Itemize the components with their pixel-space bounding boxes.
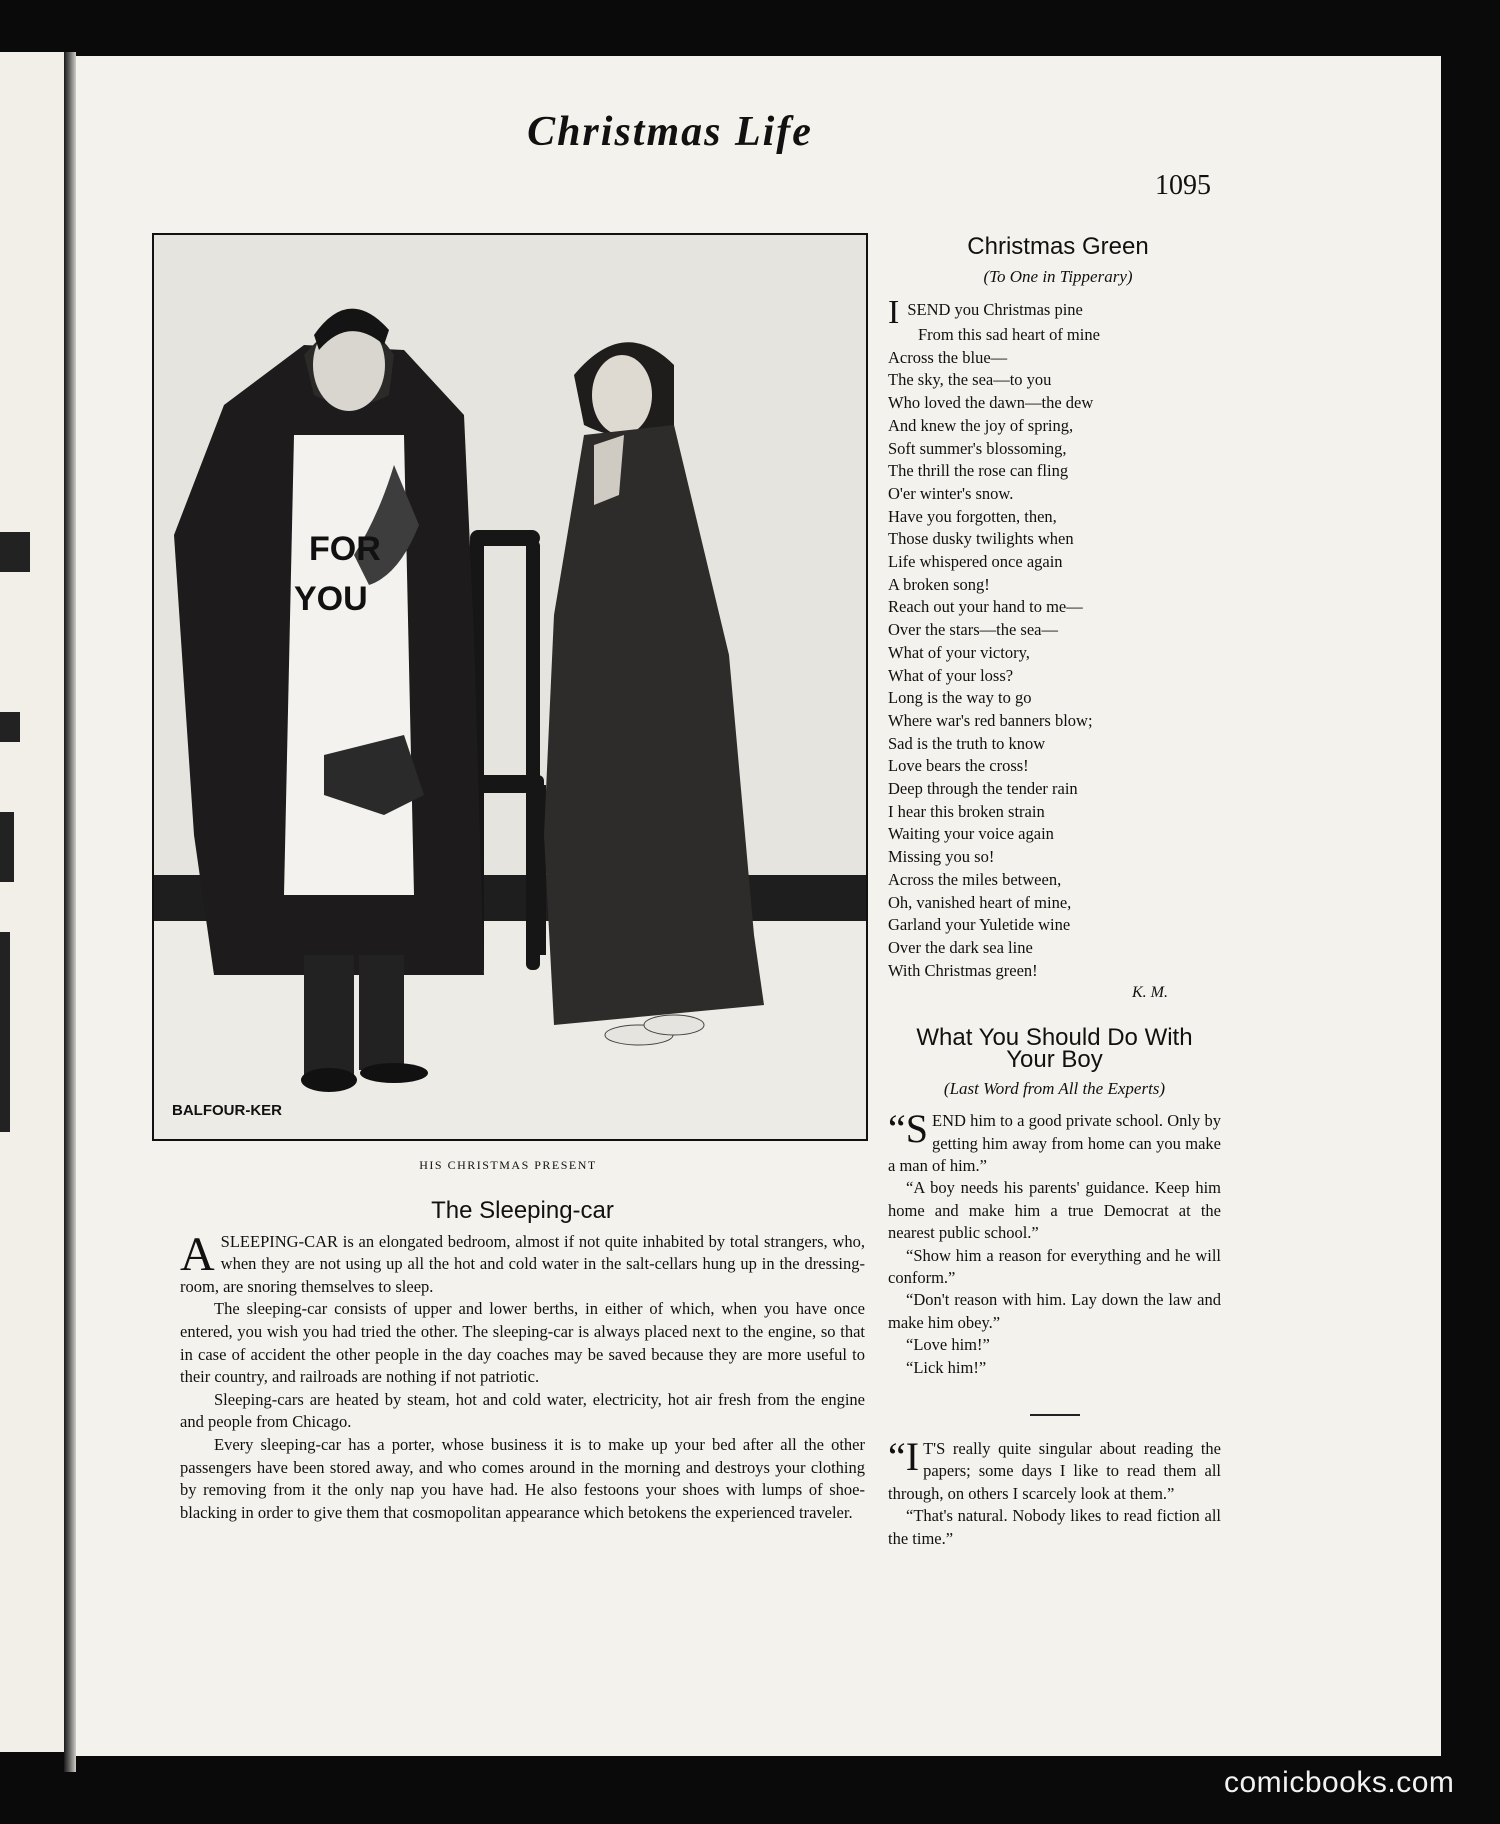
- poem-line: What of your victory,: [888, 642, 1030, 662]
- sleeping-first-text: SLEEPING-CAR is an elongated bedroom, almost if not quite inhabited by total strangers, who, when they are not using up all the hot and cold water in the salt-cellars hung up in the dressing-room, are snoring themselves to sleep.: [180, 1231, 865, 1296]
- illustration-drawing: [154, 235, 866, 1139]
- poem-title: Christmas Green: [967, 233, 1149, 260]
- poem-line: The sky, the sea—to you: [888, 370, 1052, 390]
- illustration-caption: HIS CHRISTMAS PRESENT: [419, 1158, 597, 1172]
- boy-article-paragraph: “Show him a reason for everything and he will conform.”: [888, 1245, 1221, 1288]
- papers-paragraph: [888, 1434, 1221, 1505]
- poem-line: Those dusky twilights when: [888, 529, 1074, 549]
- illustration-his-christmas-present: [152, 233, 868, 1141]
- poem-first-line-text: SEND you Christmas pine: [907, 300, 1083, 319]
- poem-signature: K. M.: [1132, 984, 1168, 1002]
- poem-line: Who loved the dawn—the dew: [888, 393, 1094, 413]
- boy-article-paragraph: [888, 1106, 1221, 1177]
- poem-line: From this sad heart of mine: [918, 325, 1100, 344]
- papers-dropcap: “I: [888, 1434, 920, 1479]
- poem-line: I hear this broken strain: [888, 801, 1045, 821]
- sleeping-paragraph: The sleeping-car consists of upper and lower berths, in either of which, when you have once entered, you wish you had tried the other. The sleeping-car is always placed next to the engine, so that in case of accident the other people in the day coaches may be saved because they are more useful to their country, and railroads are nothing if not patriotic.: [180, 1299, 865, 1387]
- boy-article-body: [888, 1106, 1221, 1379]
- boy-article-subtitle: (Last Word from All the Experts): [943, 1078, 1166, 1098]
- poem-line: Garland your Yuletide wine: [888, 915, 1071, 935]
- facing-page-edge: [0, 52, 64, 1752]
- article-what-to-do-with-your-boy: [888, 1024, 1221, 1379]
- papers-first-text: T'S really quite singular about reading the papers; some days I like to read them all through, on others I scarcely look at them.”: [888, 1439, 1221, 1503]
- poem-line: Missing you so!: [888, 847, 995, 867]
- poem-line: What of your loss?: [888, 665, 1014, 685]
- poem-line: Oh, vanished heart of mine,: [888, 892, 1072, 912]
- poem-first-line: [888, 294, 1228, 331]
- poem-christmas-green: [888, 233, 1228, 1002]
- boy-article-paragraph: “Don't reason with him. Lay down the law and make him obey.”: [888, 1290, 1221, 1332]
- poem-line: O'er winter's snow.: [888, 483, 1014, 503]
- sleeping-article-title: The Sleeping-car: [431, 1197, 614, 1224]
- poem-line: Waiting your voice again: [888, 824, 1054, 844]
- poem-line: Reach out your hand to me—: [888, 597, 1083, 617]
- poem-line: Where war's red banners blow;: [888, 710, 1093, 730]
- article-sleeping-car: [180, 1197, 865, 1524]
- boy-article-first-text: END him to a good private school. Only by getting him away from home can you make a man of him.”: [888, 1111, 1221, 1176]
- poem-line: Across the blue—: [888, 347, 1008, 367]
- book-gutter: [64, 52, 76, 1772]
- poem-line: Deep through the tender rain: [888, 779, 1078, 799]
- apron-text-for: FOR: [309, 530, 381, 568]
- sleeping-paragraph: Sleeping-cars are heated by steam, hot and cold water, electricity, hot air fresh from the engine and people from Chicago.: [180, 1389, 865, 1432]
- poem-subtitle: (To One in Tipperary): [983, 267, 1133, 286]
- apron-text-you: YOU: [294, 580, 368, 618]
- woman-face: [592, 355, 652, 435]
- poem-line: With Christmas green!: [888, 960, 1038, 980]
- poem-line: Soft summer's blossoming,: [888, 438, 1067, 458]
- poem-line: Over the stars—the sea—: [888, 620, 1058, 640]
- article-reading-papers: [888, 1434, 1221, 1550]
- running-head: Christmas Life: [527, 109, 813, 155]
- poem-line: Have you forgotten, then,: [888, 506, 1057, 526]
- poem-line: The thrill the rose can fling: [888, 461, 1069, 481]
- page-number: 1095: [1155, 170, 1211, 201]
- boy-article-paragraph: “Love him!”: [906, 1335, 990, 1355]
- man-figure: [174, 309, 484, 1092]
- artist-signature: BALFOUR-KER: [172, 1102, 282, 1119]
- sleeping-dropcap: A: [180, 1227, 215, 1281]
- papers-paragraph: “That's natural. Nobody likes to read fiction all the time.”: [888, 1506, 1221, 1548]
- poem-dropcap: I: [888, 294, 900, 331]
- poem-line: And knew the joy of spring,: [888, 415, 1074, 435]
- poem-line: Sad is the truth to know: [888, 733, 1046, 753]
- boy-article-title-line1: What You Should Do With: [916, 1024, 1193, 1051]
- boy-article-title-line2: Your Boy: [1006, 1046, 1103, 1074]
- sleeping-paragraph: [180, 1227, 865, 1299]
- sleeping-paragraph: Every sleeping-car has a porter, whose business it is to make up your bed after all the other passengers have been stored away, and who comes around in the morning and destroys your clothing by removing from it the only nap you have had. He also festoons your shoes with lumps of shoe-blacking in order to give them that cosmopolitan appearance which betokens the experienced traveler.: [180, 1434, 865, 1522]
- boy-article-dropcap: “S: [888, 1106, 928, 1152]
- poem-line: Love bears the cross!: [888, 756, 1029, 776]
- boy-article-paragraph: “A boy needs his parents' guidance. Keep him home and make him a true Democrat at the nearest public school.”: [888, 1178, 1221, 1243]
- poem-line: Across the miles between,: [888, 869, 1062, 889]
- poem-lines: [888, 294, 1228, 982]
- boy-article-paragraph: “Lick him!”: [906, 1357, 987, 1377]
- site-watermark: comicbooks.com: [1224, 1766, 1455, 1799]
- poem-line: Life whispered once again: [888, 552, 1063, 572]
- poem-line: Over the dark sea line: [888, 937, 1033, 957]
- poem-line: A broken song!: [888, 574, 990, 594]
- section-divider: [1030, 1414, 1080, 1416]
- poem-line: Long is the way to go: [888, 688, 1032, 708]
